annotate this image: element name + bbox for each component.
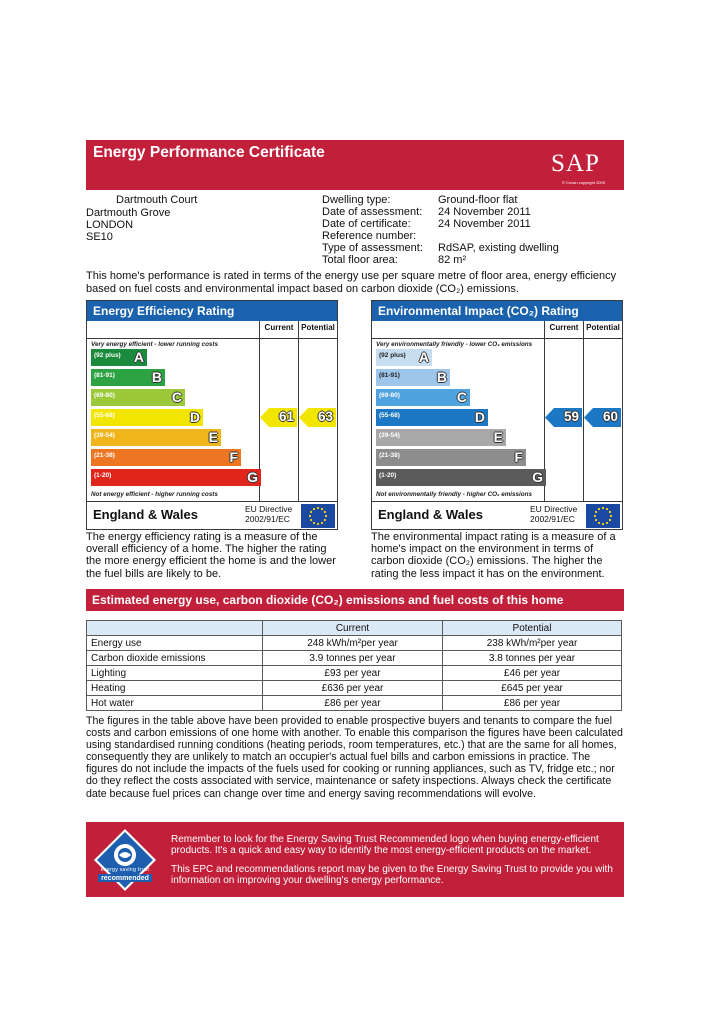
eff-header-rule [87,338,337,339]
env-band-range: (1-20) [379,472,397,479]
env-band-e [376,429,506,446]
eff-region: England & Wales [93,507,198,522]
eff-potential-value: 63 [317,409,333,424]
env-band-range: (39-54) [379,432,400,439]
efficiency-description: The energy efficiency rating is a measure of the overall efficiency of a home. The higher the rating the more energy efficient the home is and the lower the fuel bills are likely to be. [86,531,336,580]
env-band-letter: G [532,469,543,485]
detail-value-date-assessment: 24 November 2011 [438,206,531,218]
eff-band-range: (1-20) [94,472,112,479]
eff-band-e [91,429,221,446]
figures-explanation: The figures in the table above have been provided to enable prospective buyers and tenants to compare the fuel costs and carbon emissions of one home with another. To enable this comparison the figures have been calculated using standardised running conditions (heating periods, room temperatures, etc.) that are the same for all homes, consequently they are unlikely to match an occupier's actual fuel bills and carbon emissions in practice. The figures do not include the impacts of the fuels used for cooking or running appliances, such as TV, fridge etc.; nor do they reflect the costs associated with service, maintenance or safety inspections. Always check the certificate date because fuel prices can change over time and energy saving recommendations will evolve. [86,715,623,800]
sap-logo: SAP [551,150,600,177]
table-cell-potential: £86 per year [443,696,622,711]
environmental-impact-title: Environmental Impact (CO₂) Rating [372,301,622,321]
energy-efficiency-rating-box [86,300,338,530]
table-header-row [87,621,622,636]
detail-value-floor-area: 82 m² [438,254,467,266]
address-line-3: LONDON [86,219,134,231]
detail-label-date-assessment: Date of assessment: [322,206,423,218]
eu-flag-icon [586,504,620,528]
env-band-letter: D [474,409,485,425]
table-row [87,696,622,711]
table-header-potential: Potential [443,621,622,636]
env-band-g [376,469,546,486]
eff-eu-directive [245,504,292,524]
table-cell-label: Hot water [87,696,263,711]
eff-band-letter: G [247,469,258,485]
table-cell-potential: 238 kWh/m²per year [443,636,622,651]
eff-band-letter: E [208,429,218,445]
eff-eu-directive-code: 2002/91/EC [245,514,290,524]
address-line-2: Dartmouth Grove [86,207,171,219]
env-footer-rule [372,501,622,502]
eff-band-a [91,349,147,366]
page-title: Energy Performance Certificate [93,144,325,161]
eff-band-range: (55-68) [94,412,115,419]
estimated-costs-title: Estimated energy use, carbon dioxide (CO₂) emissions and fuel costs of this home [86,589,624,611]
env-header-rule [372,338,622,339]
eff-current-value: 61 [278,409,294,424]
env-eu-directive-label: EU Directive [530,504,578,514]
env-band-c [376,389,470,406]
table-header-blank [87,621,263,636]
env-current-arrow [545,408,582,427]
env-band-a [376,349,432,366]
eu-flag-icon [301,504,335,528]
energy-efficiency-title: Energy Efficiency Rating [87,301,337,321]
env-region: England & Wales [378,507,483,522]
address-line-4: SE10 [86,231,113,243]
eff-band-letter: C [171,389,182,405]
env-band-b [376,369,450,386]
intro-text: This home's performance is rated in terms of the energy use per square metre of floor area, energy efficiency based on fuel costs and environmental impact based on carbon dioxide (CO₂) emissions. [86,270,617,295]
env-band-letter: C [456,389,467,405]
table-cell-potential: £46 per year [443,666,622,681]
estimated-costs-table [86,620,622,711]
table-cell-potential: £645 per year [443,681,622,696]
env-eu-directive-code: 2002/91/EC [530,514,575,524]
detail-value-type-assessment: RdSAP, existing dwelling [438,242,559,254]
env-current-value: 59 [563,409,579,424]
table-cell-label: Carbon dioxide emissions [87,651,263,666]
eff-band-range: (92 plus) [94,352,121,359]
env-bottom-note: Not environmentally friendly - higher CO₂ emissions [376,491,533,498]
eff-col-potential: Potential [301,323,335,332]
eff-band-f [91,449,241,466]
eff-bottom-note: Not energy efficient - higher running costs [91,491,218,498]
env-potential-value: 60 [602,409,618,424]
eff-band-range: (21-38) [94,452,115,459]
env-potential-arrow [584,408,621,427]
detail-label-date-certificate: Date of certificate: [322,218,411,230]
detail-value-dwelling-type: Ground-floor flat [438,194,518,206]
detail-label-dwelling-type: Dwelling type: [322,194,391,206]
eff-current-arrow [260,408,297,427]
env-band-d [376,409,488,426]
eff-footer-rule [87,501,337,502]
detail-label-floor-area: Total floor area: [322,254,398,266]
env-band-f [376,449,526,466]
eff-top-note: Very energy efficient - lower running costs [91,341,219,348]
table-header-current: Current [263,621,443,636]
eff-band-c [91,389,185,406]
env-band-range: (81-91) [379,372,400,379]
svg-text:energy saving trust: energy saving trust [100,867,150,873]
env-top-note: Very environmentally friendly - lower CO₂ emissions [376,341,533,348]
env-band-range: (21-38) [379,452,400,459]
table-cell-current: 248 kWh/m²per year [263,636,443,651]
table-row [87,681,622,696]
env-band-range: (69-80) [379,392,400,399]
eff-band-range: (39-54) [94,432,115,439]
footer-text-recommended: Remember to look for the Energy Saving Trust Recommended logo when buying energy-efficient products. It's a quick and easy way to identify the most energy-efficient products on the market. [171,834,599,856]
table-cell-current: 3.9 tonnes per year [263,651,443,666]
env-band-range: (55-68) [379,412,400,419]
env-band-letter: F [514,449,523,465]
eff-band-range: (81-91) [94,372,115,379]
eff-band-d [91,409,203,426]
eff-band-b [91,369,165,386]
table-cell-current: £86 per year [263,696,443,711]
svg-text:recommended: recommended [101,875,149,882]
address-line-1: Dartmouth Court [116,194,198,206]
eff-potential-arrow [299,408,336,427]
env-band-letter: E [493,429,503,445]
eff-band-range: (69-80) [94,392,115,399]
eff-eu-directive-label: EU Directive [245,504,293,514]
energy-saving-trust-logo [92,827,158,893]
detail-label-type-assessment: Type of assessment: [322,242,423,254]
table-row [87,666,622,681]
table-cell-label: Heating [87,681,263,696]
eff-col-current: Current [264,323,294,332]
eff-band-letter: D [189,409,200,425]
env-band-letter: A [418,349,429,365]
eff-band-letter: A [133,349,144,365]
table-cell-current: £93 per year [263,666,443,681]
eff-band-letter: B [151,369,162,385]
environmental-impact-rating-box [371,300,623,530]
env-eu-directive [530,504,577,524]
table-row [87,651,622,666]
table-cell-current: £636 per year [263,681,443,696]
env-col-potential: Potential [586,323,620,332]
sap-logo-copyright: © Crown copyright 2009 [562,180,605,185]
eff-band-letter: F [229,449,238,465]
eff-band-g [91,469,261,486]
table-cell-label: Energy use [87,636,263,651]
env-band-range: (92 plus) [379,352,406,359]
env-col-current: Current [549,323,579,332]
detail-value-date-certificate: 24 November 2011 [438,218,531,230]
table-cell-label: Lighting [87,666,263,681]
env-band-letter: B [436,369,447,385]
environment-description: The environmental impact rating is a measure of a home's impact on the environment in terms of carbon dioxide (CO₂) emissions. The higher the rating the less impact it has on the environment. [371,531,616,580]
detail-label-reference: Reference number: [322,230,417,242]
table-cell-potential: 3.8 tonnes per year [443,651,622,666]
table-row [87,636,622,651]
footer-text-epc: This EPC and recommendations report may be given to the Energy Saving Trust to provide you with information on improving your dwelling's energy performance. [171,864,613,886]
